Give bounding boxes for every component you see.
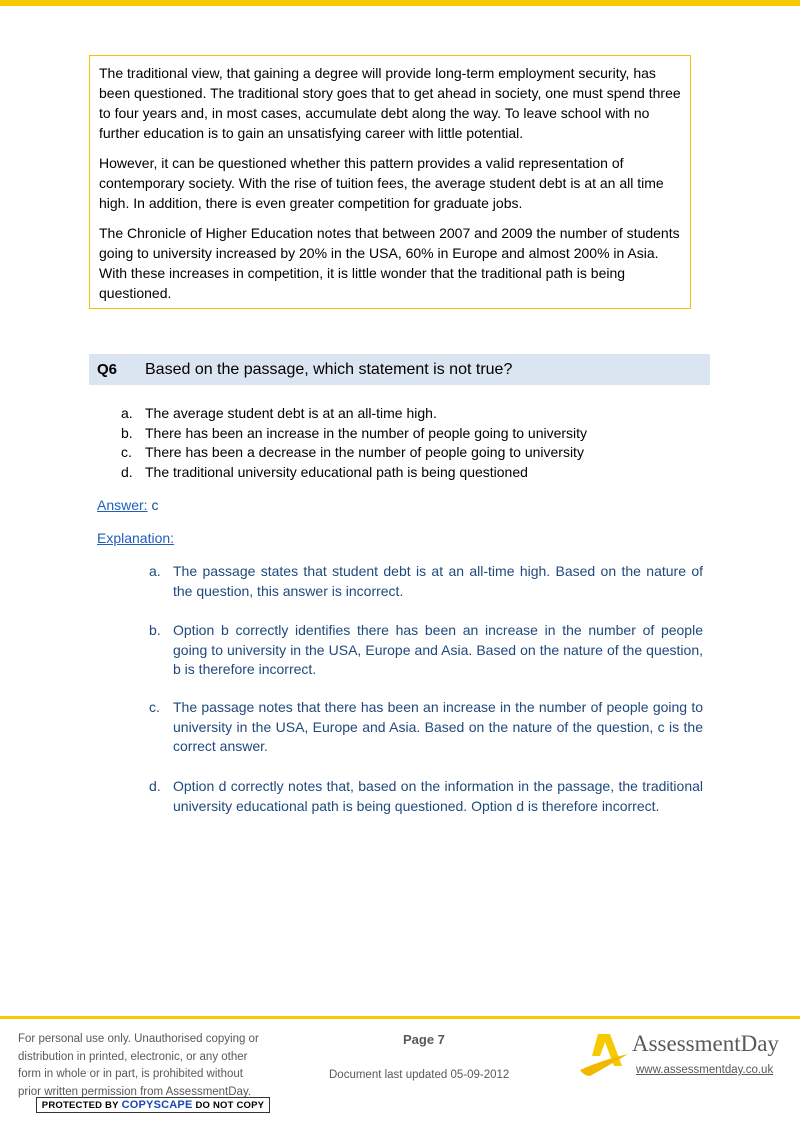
- explanation-item-c: c. The passage notes that there has been an increase in the number of people going to university in the USA, Europe and Asia. Based on the nature of the question, c is the correct answer.: [149, 699, 703, 754]
- copyright-notice: For personal use only. Unauthorised copying or distribution in printed, electronic, or any other form in whole or in part, is prohibited without prior written permission from AssessmentDay.: [18, 1033, 259, 1098]
- passage-paragraph-1: The traditional view, that gaining a degree will provide long-term employment security, has been questioned. The traditional story goes that to get ahead in society, one must spend three to four years and, in most cases, accumulate debt along the way. To leave school with no further education is to gain an unsatisfying career with little potential.: [99, 65, 681, 141]
- answer-value: c: [147, 497, 159, 513]
- explanation-label: Explanation:: [97, 530, 175, 546]
- answer: [97, 497, 158, 513]
- answer-label: Answer:: [97, 497, 148, 513]
- answer-options: [121, 404, 587, 482]
- question-number: Q6: [97, 361, 118, 378]
- passage-paragraph-2: However, it can be questioned whether this pattern provides a valid representation of contemporary society. With the rise of tuition fees, the average student debt is at an all time high. In addition, there is even greater competition for graduate jobs.: [99, 155, 664, 211]
- explanation-item-a: a. The passage states that student debt is at an all-time high. Based on the nature of the question, this answer is incorrect.: [149, 563, 703, 599]
- page-number: Page 7: [403, 1032, 445, 1047]
- passage-paragraph-3: The Chronicle of Higher Education notes that between 2007 and 2009 the number of students going to university increased by 20% in the USA, 60% in Europe and almost 200% in Asia. With these increases in competition, it is little wonder that the traditional path is being questioned.: [99, 225, 680, 301]
- last-updated: Document last updated 05-09-2012: [329, 1069, 510, 1081]
- assessmentday-logo-icon: [578, 1030, 630, 1078]
- explanation-item-b: b. Option b correctly identifies there has been an increase in the number of people going to university in the USA, Europe and Asia. Based on the nature of the question, b is therefore incorrect.: [149, 622, 703, 677]
- passage-box: [89, 55, 691, 309]
- option-d: d. The traditional university educational path is being questioned: [121, 463, 528, 480]
- footer-divider: [0, 1016, 800, 1019]
- explanation-item-d: d. Option d correctly notes that, based on the information in the passage, the traditional university educational path is being questioned. Option d is therefore incorrect.: [149, 778, 703, 814]
- option-c: c. There has been a decrease in the number of people going to university: [121, 444, 584, 460]
- question-header: [89, 354, 710, 385]
- brand-name: AssessmentDay: [632, 1031, 779, 1056]
- option-b: b. There has been an increase in the number of people going to university: [121, 424, 588, 441]
- brand-url-link[interactable]: www.assessmentday.co.uk: [636, 1064, 774, 1076]
- option-a: a. The average student debt is at an all-time high.: [121, 405, 437, 421]
- copyscape-badge[interactable]: PROTECTED BY COPYSCAPE DO NOT COPY: [36, 1097, 270, 1113]
- top-accent-bar: [0, 0, 800, 6]
- question-text: Based on the passage, which statement is not true?: [145, 360, 513, 378]
